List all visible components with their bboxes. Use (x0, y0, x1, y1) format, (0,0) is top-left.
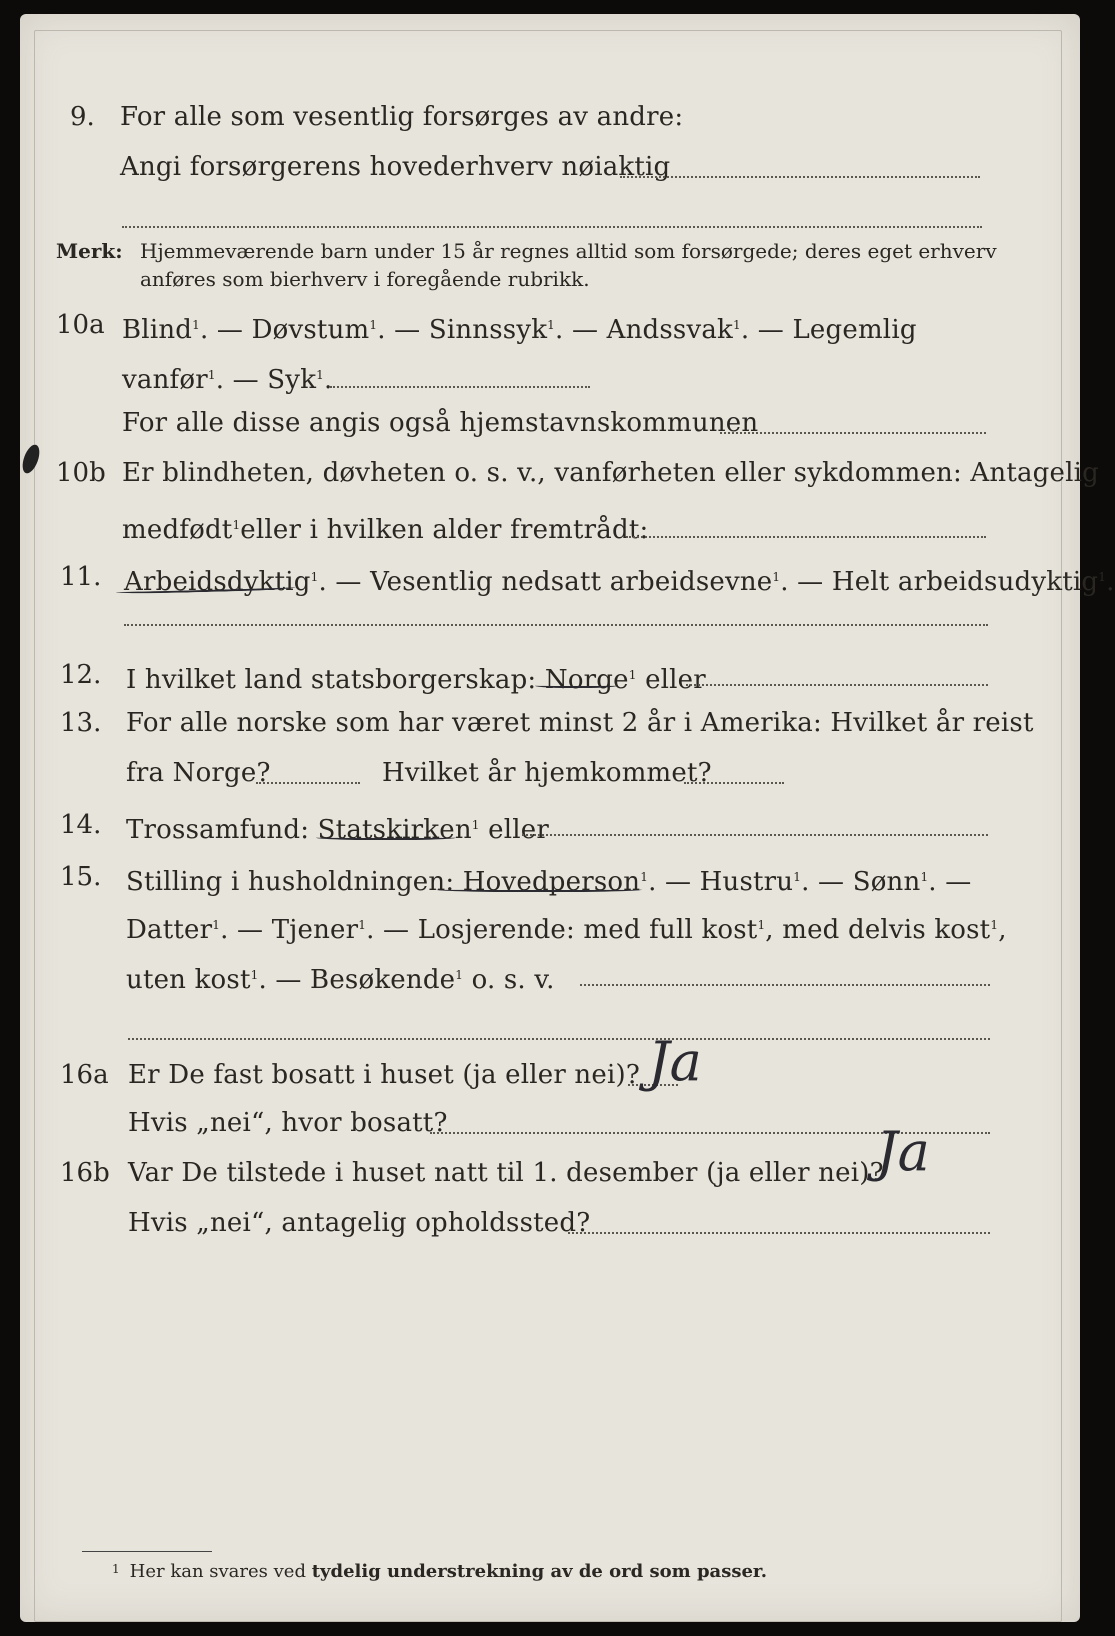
footnote-ref: 1 (990, 918, 999, 932)
option-helt-arbeidsudyktig[interactable]: — Helt arbeidsudyktig (797, 567, 1099, 597)
q9-number: 9. (70, 102, 95, 132)
footnote-rule (82, 1551, 212, 1552)
option-andssvak[interactable]: — Andssvak (571, 315, 734, 345)
q12-eller: eller (645, 665, 706, 695)
period: . (740, 315, 750, 345)
footnote-ref: 1 (207, 368, 216, 382)
q13-line1: For alle norske som har været minst 2 år i Amerika: Hvilket år reist (126, 708, 1034, 738)
option-besokende[interactable]: — Besøkende (275, 965, 456, 995)
footnote-ref: 1 (920, 870, 929, 884)
q14-answer-line[interactable] (522, 834, 988, 836)
q13-hjem-label: Hvilket år hjemkommet? (382, 758, 712, 788)
footnote-bold: tydelig understrekning av de ord som passer. (311, 1561, 768, 1582)
q12-text: I hvilket land statsborgerskap: (126, 665, 537, 695)
merk-line1: Hjemmeværende barn under 15 år regnes alltid som forsørgede; deres eget erhverv (140, 239, 997, 263)
option-syk[interactable]: — Syk (232, 365, 317, 395)
footnote-ref: 1 (369, 318, 378, 332)
q9-answer-line[interactable] (620, 176, 980, 178)
period: . (215, 365, 225, 395)
q10a-line3: For alle disse angis også hjemstavnskommunen (122, 408, 759, 438)
q15-line3 (126, 960, 555, 995)
q16b-handwritten-answer[interactable]: Ja (876, 1120, 930, 1183)
option-arbeidsdyktig[interactable]: Arbeidsdyktig (124, 567, 311, 597)
q11-answer-line[interactable] (124, 624, 988, 626)
option-losjerende-delvis[interactable]: , med delvis kost (765, 915, 991, 945)
period: . (377, 315, 386, 345)
footnote-marker: 1 (112, 1562, 120, 1576)
footnote-ref: 1 (232, 518, 241, 532)
option-hovedperson[interactable]: Hovedperson (462, 867, 641, 897)
q15-text: Stilling i husholdningen: (126, 867, 455, 897)
q12-number: 12. (60, 660, 102, 690)
period: . (648, 867, 657, 897)
period: . (199, 315, 209, 345)
period: . (1106, 567, 1115, 597)
period: . (324, 365, 333, 395)
period: . (780, 567, 789, 597)
footnote-ref: 1 (212, 918, 221, 932)
q10b-number: 10b (56, 458, 106, 488)
option-dovstum[interactable]: — Døvstum (216, 315, 370, 345)
q16b-line1: Var De tilstede i huset natt til 1. desember (ja eller nei)? (128, 1158, 884, 1188)
q10b-line2 (122, 510, 648, 545)
option-datter[interactable]: Datter (126, 915, 213, 945)
footnote-ref: 1 (793, 870, 802, 884)
q13-reist-line[interactable] (256, 782, 360, 784)
q16b-number: 16b (60, 1158, 110, 1188)
q16a-number: 16a (60, 1060, 109, 1090)
period: . (928, 867, 937, 897)
q12-answer-line[interactable] (686, 684, 988, 686)
option-tjener[interactable]: — Tjener (237, 915, 359, 945)
footnote-ref: 1 (192, 318, 200, 332)
q14-number: 14. (60, 810, 102, 840)
period: . (801, 867, 810, 897)
q13-hjemkommet-line[interactable] (684, 782, 784, 784)
q10a-line2 (122, 360, 332, 395)
option-vanfor[interactable]: vanfør (122, 365, 208, 395)
footnote-ref: 1 (250, 968, 259, 982)
merk-label: Merk: (56, 239, 123, 263)
q11-number: 11. (60, 562, 102, 592)
q9-answer-line-2[interactable] (122, 226, 982, 228)
option-losjerende-full[interactable]: — Losjerende: med full kost (383, 915, 758, 945)
option-medfodt[interactable]: medfødt (122, 515, 233, 545)
merk-note (56, 238, 123, 264)
option-vesentlig-nedsatt[interactable]: — Vesentlig nedsatt arbeidsevne (335, 567, 773, 597)
option-sonn[interactable]: — Sønn (818, 867, 921, 897)
footnote-ref: 1 (1098, 570, 1107, 584)
option-legemlig[interactable]: — Legemlig (757, 315, 917, 345)
census-form-page (20, 14, 1115, 1622)
q15-osv: o. s. v. (471, 965, 555, 995)
comma: , (998, 915, 1007, 945)
period: . (258, 965, 267, 995)
period: . (220, 915, 229, 945)
q14-text: Trossamfund: (126, 815, 310, 845)
option-blind[interactable]: Blind (122, 315, 193, 345)
footnote-ref: 1 (628, 668, 637, 682)
q10a-number: 10a (56, 310, 105, 340)
q15-answer-line-2[interactable] (128, 1038, 990, 1040)
footnote-ref: 1 (358, 918, 367, 932)
period: . (318, 567, 327, 597)
footnote-ref: 1 (310, 570, 319, 584)
q10a-hjemstavn-line[interactable] (720, 432, 986, 434)
q13-number: 13. (60, 708, 102, 738)
q15-dash: — (945, 867, 972, 897)
q15-answer-line[interactable] (580, 984, 990, 986)
q9-line2: Angi forsørgerens hovederhverv nøiaktig (120, 152, 671, 182)
option-norge[interactable]: Norge (544, 665, 629, 695)
footnote-ref: 1 (547, 318, 556, 332)
footnote-plain: Her kan svares ved (129, 1561, 306, 1582)
footnote-ref: 1 (772, 570, 781, 584)
q10a-line1 (122, 310, 917, 345)
q14-eller: eller (488, 815, 549, 845)
footnote-ref: 1 (455, 968, 464, 982)
merk-line2: anføres som bierhverv i foregående rubrikk. (140, 267, 590, 291)
period: . (555, 315, 564, 345)
q16a-line2: Hvis „nei“, hvor bosatt? (128, 1108, 448, 1138)
q16a-line1: Er De fast bosatt i huset (ja eller nei)? (128, 1060, 640, 1090)
q13-fra-label: fra Norge? (126, 758, 271, 788)
q12-line (126, 660, 706, 695)
period: . (366, 915, 375, 945)
option-uten-kost[interactable]: uten kost (126, 965, 251, 995)
q15-number: 15. (60, 862, 102, 892)
q14-line (126, 810, 549, 845)
q10a-answer-line[interactable] (330, 386, 590, 388)
underline-norge (535, 682, 617, 688)
footnote-ref: 1 (640, 870, 649, 884)
q11-line (124, 562, 1115, 597)
underline-hovedperson (436, 886, 642, 892)
underline-statskirken (316, 834, 456, 840)
footnote (112, 1558, 767, 1583)
footnote-ref: 1 (471, 818, 480, 832)
q9-line1: For alle som vesentlig forsørges av andre: (120, 102, 684, 132)
q16a-handwritten-answer[interactable]: Ja (648, 1030, 702, 1093)
q16b-opholdssted-line[interactable] (568, 1232, 990, 1234)
footnote-ref: 1 (733, 318, 741, 332)
footnote-ref: 1 (757, 918, 766, 932)
option-sinnssyk[interactable]: — Sinnssyk (394, 315, 548, 345)
q10b-line1: Er blindheten, døvheten o. s. v., vanførheten eller sykdommen: Antagelig (122, 458, 1099, 488)
option-statskirken[interactable]: Statskirken (317, 815, 472, 845)
q10b-alder-text: eller i hvilken alder fremtrådt: (240, 515, 649, 545)
q10b-answer-line[interactable] (626, 536, 986, 538)
q16b-line2: Hvis „nei“, antagelig opholdssted? (128, 1208, 591, 1238)
option-hustru[interactable]: — Hustru (665, 867, 794, 897)
q15-line2 (126, 910, 1007, 945)
footnote-ref: 1 (316, 368, 324, 382)
